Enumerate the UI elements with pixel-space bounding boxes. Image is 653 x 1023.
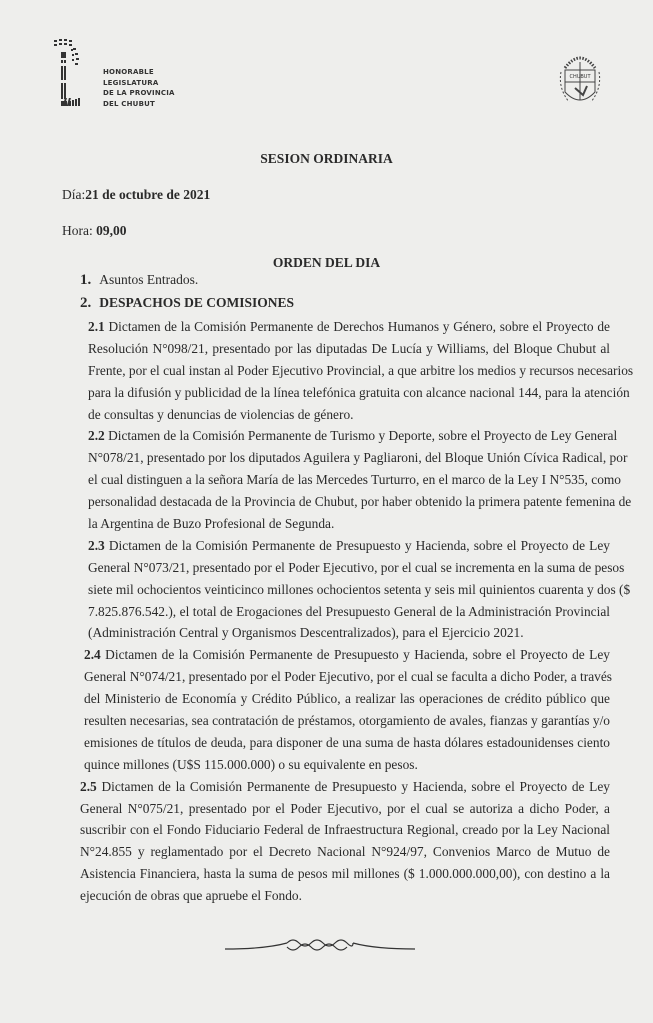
despacho-item bbox=[88, 316, 634, 425]
despacho-number: 2.3 bbox=[88, 537, 105, 553]
crest-label: CHUBUT bbox=[569, 74, 591, 80]
despacho-line bbox=[88, 491, 632, 513]
despacho-line bbox=[80, 798, 610, 820]
despacho-line bbox=[88, 469, 621, 491]
despacho-text: personalidad destacada de la Provincia de Chubut, por haber obtenido la primera patente femenina de bbox=[88, 494, 632, 510]
despacho-text: Dictamen de la Comisión Permanente de Presupuesto y Hacienda, sobre el Proyecto de Ley bbox=[104, 537, 610, 553]
despacho-text: General N°075/21, presentado por el Poder Ejecutivo, por el cual se autoriza a dicho Poder, a bbox=[80, 800, 610, 816]
despachos-list bbox=[80, 316, 634, 907]
despacho-text: la Argentina de Buzo Profesional de Segunda. bbox=[88, 516, 335, 532]
despacho-line bbox=[88, 447, 628, 469]
logo-line: HONORABLE bbox=[103, 68, 154, 76]
despacho-line bbox=[88, 535, 610, 557]
despacho-line bbox=[80, 776, 610, 798]
despacho-item bbox=[84, 644, 610, 775]
despacho-text: el cual distinguen a la señora María de las Mercedes Turturro, en el marco de la Ley I N°535, como bbox=[88, 472, 621, 488]
despacho-line bbox=[84, 754, 610, 776]
agenda-items bbox=[80, 270, 294, 316]
despacho-line bbox=[88, 513, 610, 535]
despacho-line bbox=[88, 382, 630, 404]
despacho-text: Asistencia Financiera, hasta la suma de pesos mil millones ($ 1.000.000.000,00), con destino a la bbox=[80, 866, 610, 882]
despacho-line bbox=[88, 316, 610, 338]
despacho-line bbox=[80, 863, 610, 885]
chubut-coat-of-arms bbox=[555, 50, 605, 112]
session-time bbox=[62, 223, 127, 239]
despacho-text: (Administración Central y Organismos Descentralizados), para el Ejercicio 2021. bbox=[88, 625, 524, 641]
despacho-line bbox=[84, 710, 610, 732]
despacho-line bbox=[84, 644, 610, 666]
despacho-text: 7.825.876.542.), el total de Erogaciones del Presupuesto General de la Administración Provincial bbox=[88, 603, 610, 619]
despacho-line bbox=[88, 557, 625, 579]
despacho-text: quince millones (U$S 115.000.000) o su equivalente en pesos. bbox=[84, 756, 418, 772]
despacho-text: Dictamen de la Comisión Permanente de Presupuesto y Hacienda, sobre el Proyecto de Ley bbox=[96, 778, 610, 794]
logo-line: LEGISLATURA bbox=[103, 78, 159, 87]
despacho-number: 2.5 bbox=[80, 778, 97, 794]
despacho-line bbox=[88, 579, 631, 601]
despacho-text: Resolución N°098/21, presentado por las diputadas De Lucía y Williams, del Bloque Chubut al bbox=[88, 340, 610, 356]
despacho-line bbox=[88, 338, 610, 360]
despacho-text: Dictamen de la Comisión Permanente de Derechos Humanos y Género, sobre el Proyecto de bbox=[104, 319, 610, 334]
despacho-line bbox=[88, 425, 618, 447]
logo-line: DE LA PROVINCIA bbox=[103, 89, 175, 98]
despacho-text: Frente, por el cual instan al Poder Ejecutivo Provincial, a que arbitre los medios y recursos necesarios bbox=[88, 362, 634, 378]
item-number: 1. bbox=[80, 272, 92, 288]
despacho-line bbox=[84, 688, 610, 710]
session-title: SESION ORDINARIA bbox=[260, 151, 393, 166]
date-value: 21 de octubre de 2021 bbox=[85, 187, 211, 202]
agenda-title: ORDEN DEL DIA bbox=[272, 255, 381, 270]
logo-line: DEL CHUBUT bbox=[103, 99, 155, 108]
despacho-text: suscribir con el Fondo Fiduciario Federal de Infraestructura Regional, creado por la Ley Nacional bbox=[80, 822, 610, 838]
despacho-text: N°24.855 y reglamentado por el Decreto Nacional N°924/97, Convenios Marco de Mutuo de bbox=[80, 844, 610, 860]
despacho-text: General N°073/21, presentado por el Poder Ejecutivo, por el cual se incrementa en la suma de pesos bbox=[88, 559, 625, 575]
despacho-line bbox=[88, 404, 610, 426]
despacho-line bbox=[88, 360, 634, 382]
despacho-number: 2.4 bbox=[84, 647, 101, 663]
legislature-name bbox=[103, 67, 175, 109]
despacho-text: General N°074/21, presentado por el Poder Ejecutivo, por el cual se faculta a dicho Poder, a través bbox=[84, 669, 612, 685]
despacho-line bbox=[80, 841, 610, 863]
despacho-line bbox=[80, 885, 610, 907]
agenda-item bbox=[80, 293, 294, 313]
despacho-text: de consultas y denuncias de violencias de género. bbox=[88, 406, 354, 422]
despacho-line bbox=[88, 601, 610, 623]
despacho-text: resulten necesarias, sea contratación de préstamos, otorgamiento de avales, fianzas y garantías y/o bbox=[84, 713, 610, 729]
despacho-text: siete mil ochocientos veinticinco millones ochocientos setenta y seis mil quinientos cuarenta y dos ($ bbox=[88, 581, 631, 597]
despacho-line bbox=[84, 666, 610, 688]
despacho-number: 2.2 bbox=[88, 428, 105, 444]
despacho-text: Dictamen de la Comisión Permanente de Presupuesto y Hacienda, sobre el Proyecto de Ley bbox=[100, 647, 610, 663]
item-number: 2. bbox=[80, 295, 92, 311]
despacho-item bbox=[80, 776, 610, 907]
despacho-line bbox=[80, 819, 610, 841]
despacho-text: ejecución de obras que apruebe el Fondo. bbox=[80, 888, 302, 904]
item-label: Asuntos Entrados. bbox=[99, 272, 199, 287]
despacho-text: para la difusión y publicidad de la línea telefónica gratuita con alcance nacional 144, para la atención bbox=[88, 384, 630, 400]
despacho-line bbox=[88, 622, 610, 644]
date-label: Día: bbox=[62, 187, 86, 202]
ornament-divider bbox=[225, 935, 415, 957]
despacho-item bbox=[88, 535, 631, 644]
despacho-text: Dictamen de la Comisión Permanente de Turismo y Deporte, sobre el Proyecto de Ley General bbox=[104, 428, 618, 444]
despacho-number: 2.1 bbox=[88, 319, 105, 334]
despacho-text: emisiones de títulos de deuda, para disponer de una suma de hasta dólares estadounidenses ciento bbox=[84, 734, 610, 750]
despacho-text: del Ministerio de Economía y Crédito Público, a realizar las operaciones de crédito público que bbox=[84, 691, 610, 707]
agenda-item bbox=[80, 270, 294, 290]
despacho-item bbox=[88, 425, 632, 534]
despacho-line bbox=[84, 732, 610, 754]
time-label: Hora: bbox=[62, 223, 97, 238]
time-value: 09,00 bbox=[96, 223, 127, 238]
despacho-text: N°078/21, presentado por los diputados Aguilera y Pagliaroni, del Bloque Unión Cívica Radical, por bbox=[88, 450, 628, 466]
session-date bbox=[62, 187, 210, 203]
item-label: DESPACHOS DE COMISIONES bbox=[99, 295, 295, 310]
